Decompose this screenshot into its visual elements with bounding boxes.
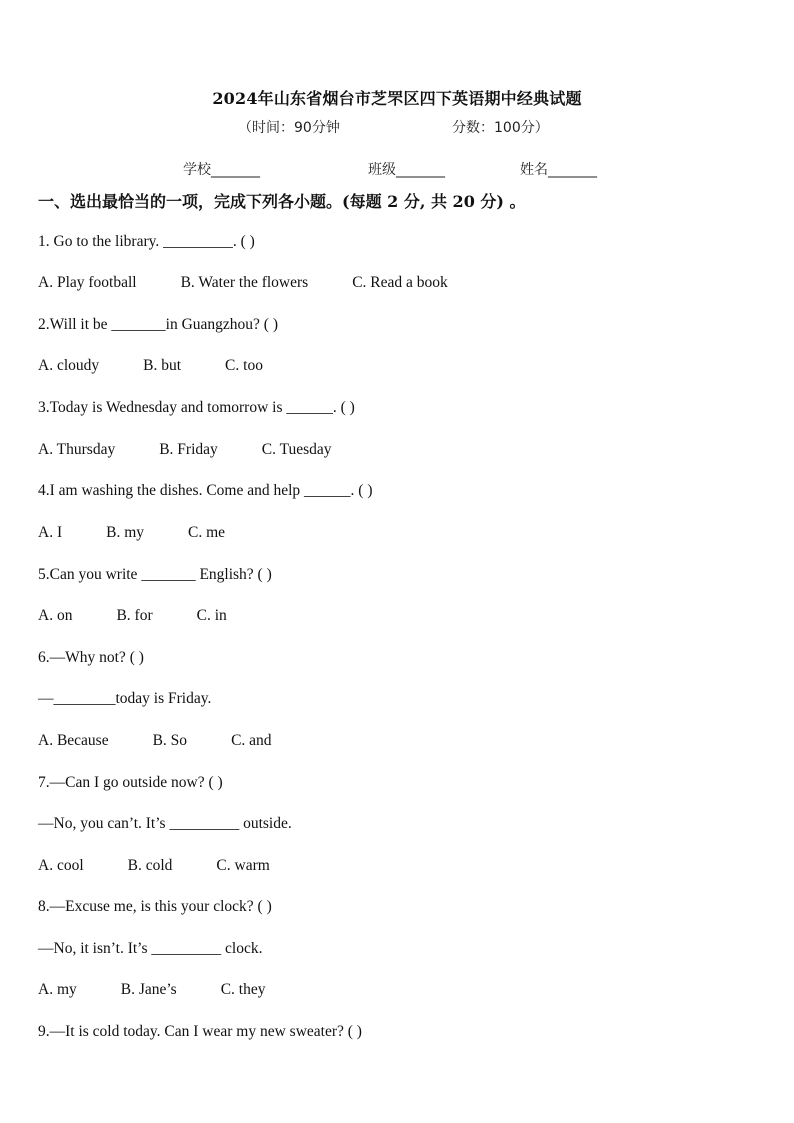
option-c[interactable]: C. and xyxy=(231,732,272,749)
question-options xyxy=(38,274,492,292)
question-options xyxy=(38,981,310,999)
exam-meta xyxy=(238,117,549,137)
option-c[interactable]: C. Tuesday xyxy=(261,441,332,458)
option-b[interactable]: B. my xyxy=(106,524,145,541)
option-c[interactable]: C. too xyxy=(225,357,263,374)
option-a[interactable]: A. on xyxy=(38,607,73,624)
option-c[interactable]: C. warm xyxy=(216,857,270,874)
question-options xyxy=(38,857,314,875)
option-c[interactable]: C. me xyxy=(188,524,226,541)
exam-title: 2024年山东省烟台市芝罘区四下英语期中经典试题 xyxy=(212,89,582,108)
option-c[interactable]: C. they xyxy=(220,981,266,998)
name-field: 姓名_______ xyxy=(520,162,597,178)
question-stem: 4.I am washing the dishes. Come and help ______. ( ) xyxy=(38,482,373,499)
option-b[interactable]: B. So xyxy=(152,732,188,749)
question-stem: 9.—It is cold today. Can I wear my new sweater? ( ) xyxy=(38,1023,362,1040)
question-options xyxy=(38,441,376,459)
question-options xyxy=(38,524,269,542)
question-stem: 8.—Excuse me, is this your clock? ( ) xyxy=(38,898,272,915)
class-field: 班级_______ xyxy=(368,162,445,178)
question-options xyxy=(38,607,271,625)
option-b[interactable]: B. cold xyxy=(127,857,173,874)
question-stem: 3.Today is Wednesday and tomorrow is ______. ( ) xyxy=(38,399,355,416)
option-a[interactable]: A. cool xyxy=(38,857,84,874)
question-stem: 7.—Can I go outside now? ( ) xyxy=(38,774,223,791)
option-b[interactable]: B. Water the flowers xyxy=(180,274,309,291)
option-a[interactable]: A. Thursday xyxy=(38,441,116,458)
school-field: 学校_______ xyxy=(183,162,260,178)
question-stem: 6.—Why not? ( ) xyxy=(38,649,144,666)
question-options xyxy=(38,357,307,375)
option-b[interactable]: B. Jane’s xyxy=(120,981,177,998)
question-stem: 1. Go to the library. _________. ( ) xyxy=(38,233,255,250)
option-b[interactable]: B. but xyxy=(143,357,182,374)
question-stem-continued: —No, it isn’t. It’s _________ clock. xyxy=(38,940,263,957)
exam-score: 分数：100分） xyxy=(452,120,549,136)
option-a[interactable]: A. Play football xyxy=(38,274,137,291)
option-b[interactable]: B. Friday xyxy=(159,441,218,458)
option-a[interactable]: A. my xyxy=(38,981,77,998)
option-a[interactable]: A. cloudy xyxy=(38,357,100,374)
question-stem-continued: —________today is Friday. xyxy=(38,690,212,707)
question-stem: 2.Will it be _______in Guangzhou? ( ) xyxy=(38,316,279,333)
exam-time: （时间：90分钟 xyxy=(238,120,340,136)
option-b[interactable]: B. for xyxy=(116,607,153,624)
question-stem-continued: —No, you can’t. It’s _________ outside. xyxy=(38,815,292,832)
option-c[interactable]: C. in xyxy=(196,607,227,624)
question-options xyxy=(38,732,316,750)
option-c[interactable]: C. Read a book xyxy=(352,274,448,291)
option-a[interactable]: A. Because xyxy=(38,732,109,749)
section-heading: 一、选出最恰当的一项，完成下列各小题。(每题 2 分, 共 20 分) 。 xyxy=(38,192,526,211)
option-a[interactable]: A. I xyxy=(38,524,63,541)
question-stem: 5.Can you write _______ English? ( ) xyxy=(38,566,272,583)
